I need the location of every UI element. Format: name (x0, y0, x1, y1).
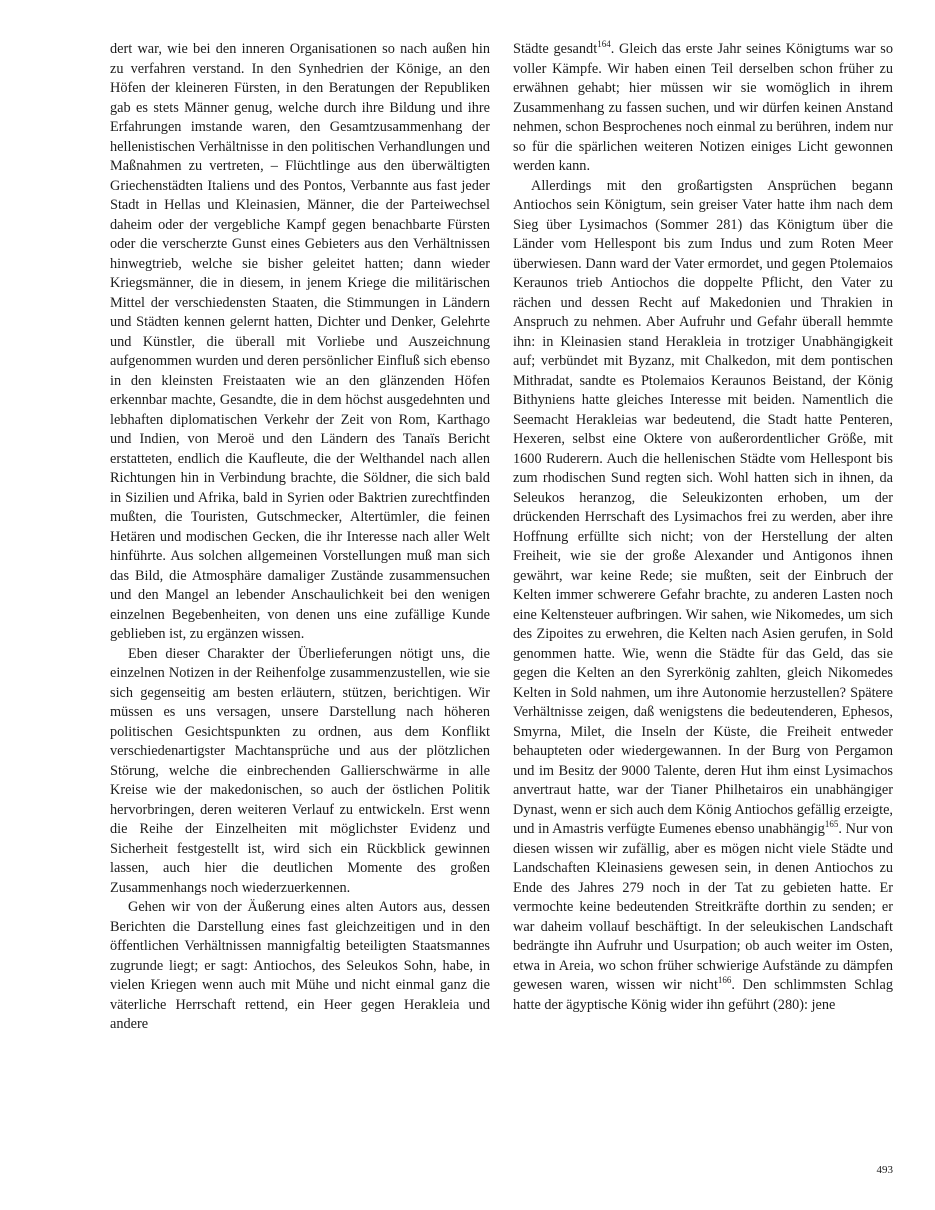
footnote-ref[interactable]: 164 (597, 39, 611, 49)
paragraph: dert war, wie bei den inneren Organisationen so nach außen hin zu verfahren verstand. In den Synhedrien der Könige, an den Höfen der kleineren Fürsten, in den Beratungen der Republiken gab es stets Männer genug, welche durch ihre Bildung und ihre Erfahrungen imstande waren, den Gesamtzusammenhang der hellenistischen Verhältnisse in den politischen Verhandlungen und Maßnahmen zu vertreten, – Flüchtlinge aus den überwältigten Griechenstädten Italiens und des Pontos, Verbannte aus fast jeder Stadt in Hellas und Kleinasien, Männer, die der Parteiwechsel daheim oder der vergebliche Kampf gegen benachbarte Fürsten oder die verscherzte Gunst eines Gebieters aus den Verhältnissen hinwegtrieb, welche sie bisher geleitet hatten; dann wieder Kriegsmänner, die in diesem, in jenem Kriege die militärischen Mittel der verschiedensten Staaten, die Stimmungen in Ländern und Städten kennen gelernt hatten, Dichter und Denker, Gelehrte und Künstler, die überall mit Vorliebe und Auszeichnung aufgenommen wurden und deren persönlicher Einfluß sich ebenso in den kleinsten Freistaaten wie an den glänzenden Höfen erkennbar machte, Gesandte, die in dem höchst ausgedehnten und lebhaften diplomatischen Verkehr der Zeit von Rom, Karthago und Indien, von Meroë und den Ländern des Tanaïs Bericht erstatteten, endlich die Kaufleute, die der Welthandel nach allen Richtungen hin in Verbindung brachte, die Söldner, die sich bald in Sizilien und Afrika, bald in Syrien oder Baktrien zurechtfinden mußten, die Touristen, Gutschmecker, Altertümler, die feinen Hetären und modischen Gecken, die ihr Interesse nach aller Welt hinführte. Aus solchen allgemeinen Vorstellungen muß man sich das Bild, die Atmosphäre damaliger Zustände zusammensuchen und den Mangel an lebender Anschaulichkeit bei den wenigen einzelnen Begebenheiten, von denen uns eine zufällige Kunde geblieben ist, zu ergänzen wissen. (110, 41, 490, 642)
paragraph: Gehen wir von der Äußerung eines alten Autors aus, dessen Berichten die Darstellung eines fast gleichzeitigen und in den öffentlichen Verhältnissen mannigfaltig beteiligten Staatsmannes zugrunde liegt; er sagt: Antiochos, des Seleukos Sohn, habe, in vielen Kriegen wenn auch mit Mühe und nicht einmal ganz die väterliche Herrschaft rettend, ein Heer gegen Herakleia und andere (110, 899, 490, 1032)
paragraph (513, 40, 893, 177)
paragraph: Eben dieser Charakter der Überlieferungen nötigt uns, die einzelnen Notizen in der Reihenfolge zusammenzustellen, wie sie sich gegenseitig am besten erläutern, stützen, berichtigen. Wir müssen es uns versagen, unsere Darstellung nach höheren politischen Gesichtspunkten zu ordnen, aus dem Konflikt verschiedenartigster Machtansprüche und aus der plötzlichen Störung, welche die einbrechenden Gallierschwärme in alle Kreise wie der makedonischen, so auch der östlichen Politik hervorbringen, deren weiteren Verlauf zu entwickeln. Erst wenn die Reihe der Einzelheiten mit möglichster Evidenz und Sicherheit festgestellt ist, wird sich ein Rückblick gewinnen lassen, auch hier die deutlichen Momente des großen Zusammenhangs noch wiederzuerkennen. (110, 645, 490, 896)
text-run: . Den schlimmsten Schlag hatte der ägyptische König wider ihn geführt (280): jene (513, 977, 893, 1013)
text-run: Städte gesandt (513, 41, 598, 57)
text-run: . Gleich das erste Jahr seines Königtums war so voller Kämpfe. Wir haben einen Teil derselben schon früher zu erwähnen gehabt; hier müssen wir sie womöglich in ihrem Zusammenhang zu fassen suchen, und wir dürfen keinen Anstand nehmen, schon Besprochenes noch einmal zu berühren, indem nur so für die spärlichen weiteren Notizen einiges Licht gewonnen werden kann. (513, 41, 894, 174)
page-number: 493 (876, 1164, 893, 1176)
right-column (513, 40, 893, 1015)
text-run: Allerdings mit den großartigsten Ansprüchen begann Antiochos sein Königtum, sein greiser Vater hatte ihm nach dem Sieg über Lysimachos (Sommer 281) das Königtum über die Länder vom Hellespont bis zum Indus und zum Roten Meer überwiesen. Dann ward der Vater ermordet, und gegen Ptolemaios Keraunos trieb Antiochos die doppelte Pflicht, den Vater zu rächen und dessen Recht auf Makedonien und Thrakien in Anspruch zu nehmen. Aber Aufruhr und Gefahr überall hemmte ihn: in Kleinasien stand Herakleia in trotziger Unabhängigkeit auf; verbündet mit Byzanz, mit Chalkedon, mit dem pontischen Mithradat, sandte es Ptolemaios Keraunos Beistand, der König Bithyniens hatte gleiches Interesse mit beiden. Namentlich die Seemacht Herakleias war bedeutend, die Stadt hatte Penteren, Hexeren, selbst eine Oktere von außerordentlicher Größe, mit 1600 Ruderern. Auch die hellenischen Städte vom Hellespont bis zum rhodischen Sund regten sich. Wohl hatten sich in ihnen, da Seleukos heranzog, die Seleukizonten erhoben, um der drückenden Herrschaft des Lysimachos frei zu werden, aber ihre Hoffnung erfüllte sich nicht; von der Herstellung der alten Freiheit, wie sie der große Alexander und Antigonos ihnen gewährt, war keine Rede; sie mußten, seit der Einbruch der Kelten immer schwerere Gefahr brachte, zu anderen Lasten noch eine Keltensteuer aufbringen. Wir sahen, wie Nikomedes, um sich des Zipoites zu erwehren, die Kelten nach Asien gerufen, in Sold genommen hatte. Wie, wenn die Städte für das Geld, das sie gegen die Kelten an den Syrerkönig zahlten, gleich Nikomedes Kelten in Sold nahmen, um ihre Autonomie herzustellen? Spätere Verhältnisse zeigen, daß wenigstens die bedeutenderen, Ephesos, Smyrna, Milet, die Inseln der Küste, die Freiheit entweder behaupteten oder wiedergewannen. In der Burg von Pergamon und im Besitz der 9000 Talente, deren Hut ihm einst Lysimachos anvertraut hatte, war der Tianer Philhetairos ein unabhängiger Dynast, wenn er sich auch dem König Antiochos gefällig erzeigte, und in Amastris verfügte Eumenes ebenso unabhängig (513, 177, 893, 837)
left-column (110, 40, 490, 1035)
footnote-ref[interactable]: 166 (717, 975, 732, 985)
paragraph (513, 177, 893, 1016)
text-run: . Nur von diesen wissen wir zufällig, aber es mögen nicht viele Städte und Landschaften Kleinasiens gewesen sein, in denen Antiochos zu Ende des Jahres 279 noch in der Tat zu gebieten hatte. Er vermochte keine bedeutenden Streitkräfte dorthin zu senden; er war daheim vollauf beschäftigt. In der seleukischen Landschaft bedrängte ihn Aufruhr und Usurpation; ob auch weiter im Osten, etwa in Areia, wo schon früher schwierige Aufstände zu dämpfen gewesen waren, wissen wir nicht (513, 821, 893, 993)
footnote-ref[interactable]: 165 (824, 819, 839, 829)
